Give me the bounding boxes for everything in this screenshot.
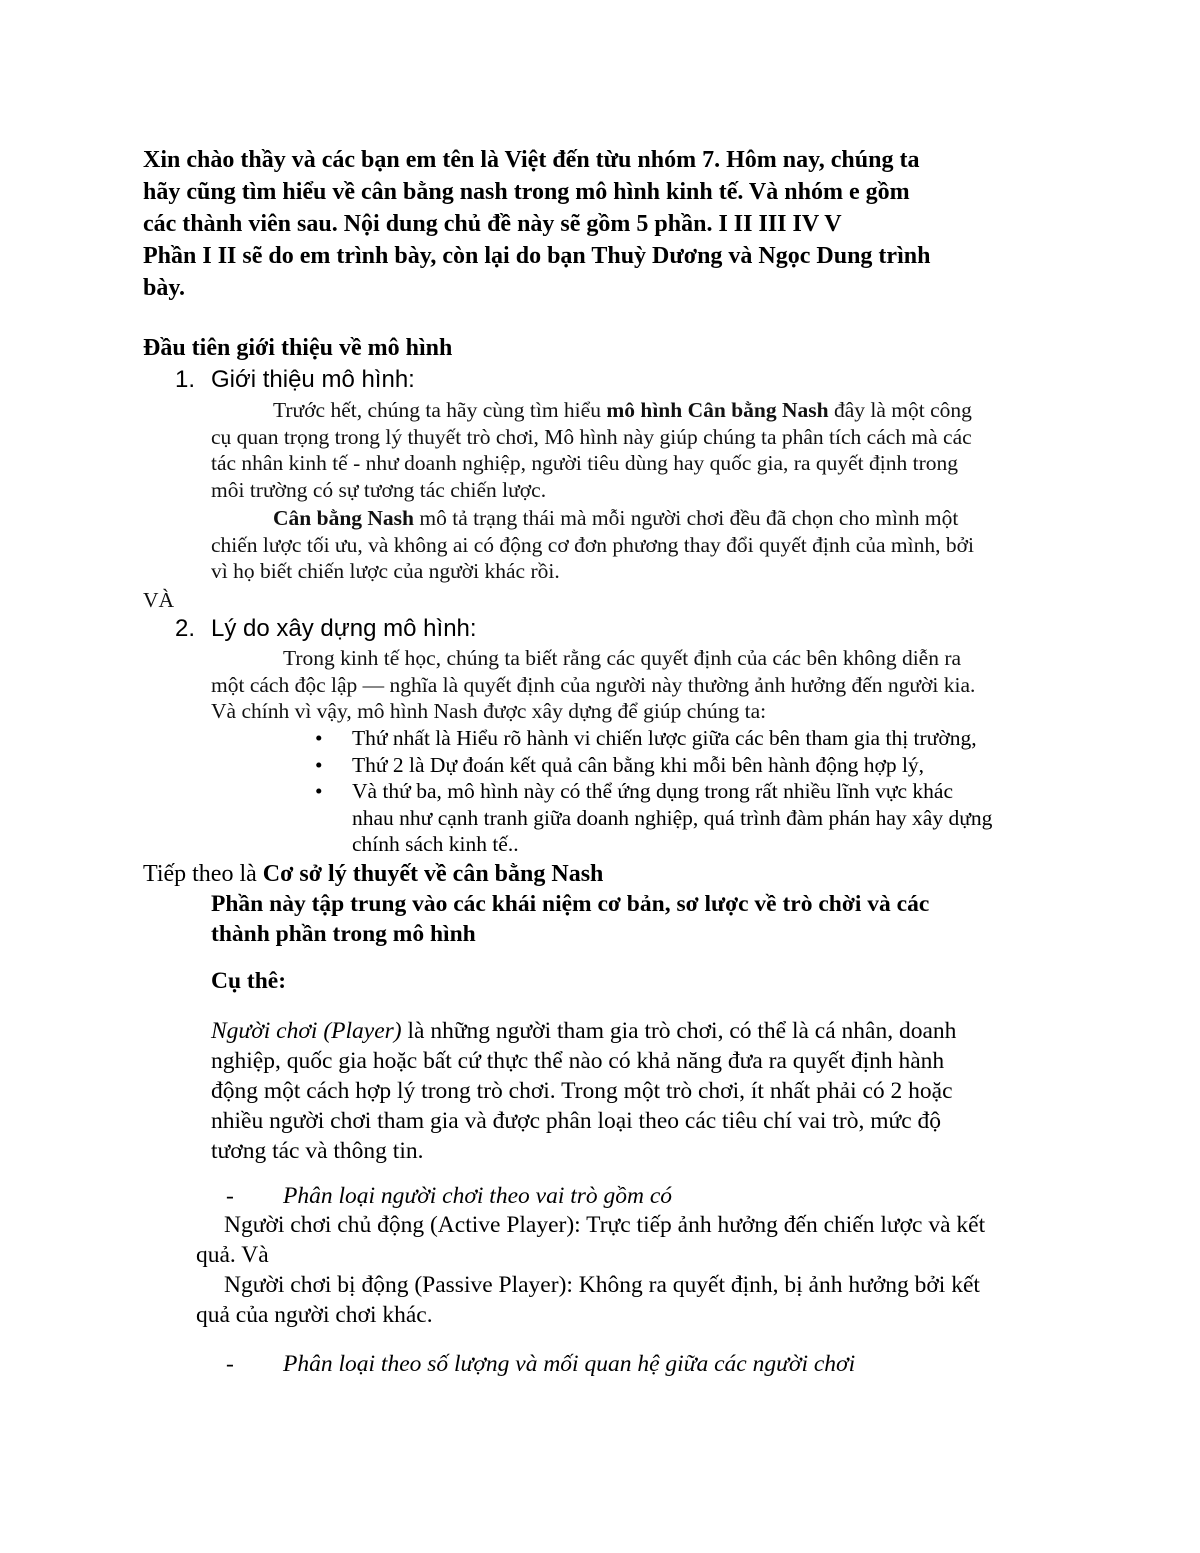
item1-paragraph-1	[211, 397, 972, 503]
item2-line: một cách độc lập — nghĩa là quyết định của người này thường ảnh hưởng đến người kia.	[211, 672, 976, 697]
bullet-text: nhau như cạnh tranh giữa doanh nghiệp, quá trình đàm phán hay xây dựng	[352, 805, 993, 830]
next-section-line	[143, 859, 603, 889]
intro-line: các thành viên sau. Nội dung chủ đề này sẽ gồm 5 phần. I II III IV V	[143, 211, 842, 237]
bullet-glyph: •	[315, 753, 323, 777]
intro-line: Phần I II sẽ do em trình bày, còn lại do bạn Thuỳ Dương và Ngọc Dung trình	[143, 243, 931, 269]
item2-line: Và chính vì vậy, mô hình Nash được xây dựng để giúp chúng ta:	[211, 699, 767, 723]
item1-title: Giới thiệu mô hình:	[211, 366, 415, 393]
item2-number: 2.	[175, 615, 196, 642]
va-text: VÀ	[143, 588, 175, 612]
item2-paragraph	[211, 645, 975, 725]
item2-title: Lý do xây dựng mô hình:	[211, 615, 477, 642]
dash-marker: -	[226, 1351, 234, 1377]
bullet-text: Thứ nhất là Hiểu rõ hành vi chiến lược giữa các bên tham gia thị trường,	[352, 726, 977, 750]
player-term: Người chơi (Player)	[211, 1018, 402, 1044]
player-line	[211, 1016, 956, 1046]
player-line: nhiều người chơi tham gia và được phân loại theo các tiêu chí vai trò, mức độ	[211, 1108, 942, 1134]
passive-line: quả của người chơi khác.	[196, 1302, 433, 1328]
part-paragraph	[211, 889, 929, 949]
bullet-glyph: •	[315, 726, 323, 750]
p2-text: mô tả trạng thái mà mỗi người chơi đều đã chọn cho mình một	[414, 506, 959, 530]
p1-text: đây là một công	[828, 398, 972, 422]
intro-paragraph	[143, 144, 930, 304]
player-line: động một cách hợp lý trong trò chơi. Trong một trò chơi, ít nhất phải có 2 hoặc	[211, 1078, 953, 1104]
intro-line: hãy cũng tìm hiểu về cân bằng nash trong mô hình kinh tế. Và nhóm e gồm	[143, 179, 910, 205]
dash-marker: -	[226, 1183, 234, 1209]
player-line: nghiệp, quốc gia hoặc bất cứ thực thể nào có khả năng đưa ra quyết định hành	[211, 1048, 945, 1074]
player-text: là những người tham gia trò chơi, có thể là cá nhân, doanh	[401, 1018, 957, 1044]
bullet-text: Thứ 2 là Dự đoán kết quả cân bằng khi mỗi bên hành động hợp lý,	[352, 753, 925, 777]
classification-1: Phân loại người chơi theo vai trò gồm có	[283, 1183, 673, 1209]
player-line: tương tác và thông tin.	[211, 1138, 424, 1164]
bullet-item	[315, 752, 925, 779]
next-bold: Cơ sở lý thuyết về cân bằng Nash	[262, 861, 604, 887]
active-paragraph	[196, 1210, 985, 1270]
active-line: quả. Và	[196, 1242, 269, 1268]
cu-the-heading: Cụ thê:	[211, 968, 287, 994]
p1-line-1	[211, 397, 972, 424]
p1-text: Trước hết, chúng ta hãy cùng tìm hiểu	[273, 398, 607, 422]
p2-bold: Cân bằng Nash	[273, 506, 414, 530]
p2-line-1	[211, 505, 974, 532]
active-line: Người chơi chủ động (Active Player): Trực tiếp ảnh hưởng đến chiến lược và kết	[224, 1212, 986, 1238]
bullet-glyph: •	[315, 779, 323, 803]
part-line: thành phần trong mô hình	[211, 921, 476, 947]
heading-intro: Đầu tiên giới thiệu về mô hình	[143, 335, 453, 361]
bullet-item	[315, 725, 977, 752]
item1-paragraph-2	[211, 505, 974, 585]
p1-bold: mô hình Cân bằng Nash	[606, 398, 829, 422]
passive-paragraph	[196, 1270, 980, 1330]
bullet-item	[315, 778, 993, 858]
p1-line: tác nhân kinh tế - như doanh nghiệp, người tiêu dùng hay quốc gia, ra quyết định trong	[211, 451, 958, 475]
item2-line: Trong kinh tế học, chúng ta biết rằng các quyết định của các bên không diễn ra	[283, 646, 962, 670]
p1-line: cụ quan trọng trong lý thuyết trò chơi, Mô hình này giúp chúng ta phân tích cách mà các	[211, 424, 972, 449]
p2-line: vì họ biết chiến lược của người khác rồi.	[211, 559, 560, 583]
next-text: Tiếp theo là	[143, 861, 263, 887]
passive-line: Người chơi bị động (Passive Player): Không ra quyết định, bị ảnh hưởng bởi kết	[224, 1272, 980, 1298]
p2-line: chiến lược tối ưu, và không ai có động cơ đơn phương thay đổi quyết định của mình, bởi	[211, 532, 974, 557]
part-line: Phần này tập trung vào các khái niệm cơ bản, sơ lược về trò chời và các	[211, 891, 930, 917]
bullet-text: chính sách kinh tế..	[352, 832, 519, 856]
bullet-text: Và thứ ba, mô hình này có thể ứng dụng trong rất nhiều lĩnh vực khác	[352, 779, 953, 803]
intro-line: bày.	[143, 275, 186, 301]
player-paragraph	[211, 1016, 956, 1166]
classification-2: Phân loại theo số lượng và mối quan hệ giữa các người chơi	[283, 1351, 856, 1377]
intro-line: Xin chào thầy và các bạn em tên là Việt đến từu nhóm 7. Hôm nay, chúng ta	[143, 147, 920, 173]
p1-line: môi trường có sự tương tác chiến lược.	[211, 477, 547, 502]
item1-number: 1.	[175, 366, 196, 393]
